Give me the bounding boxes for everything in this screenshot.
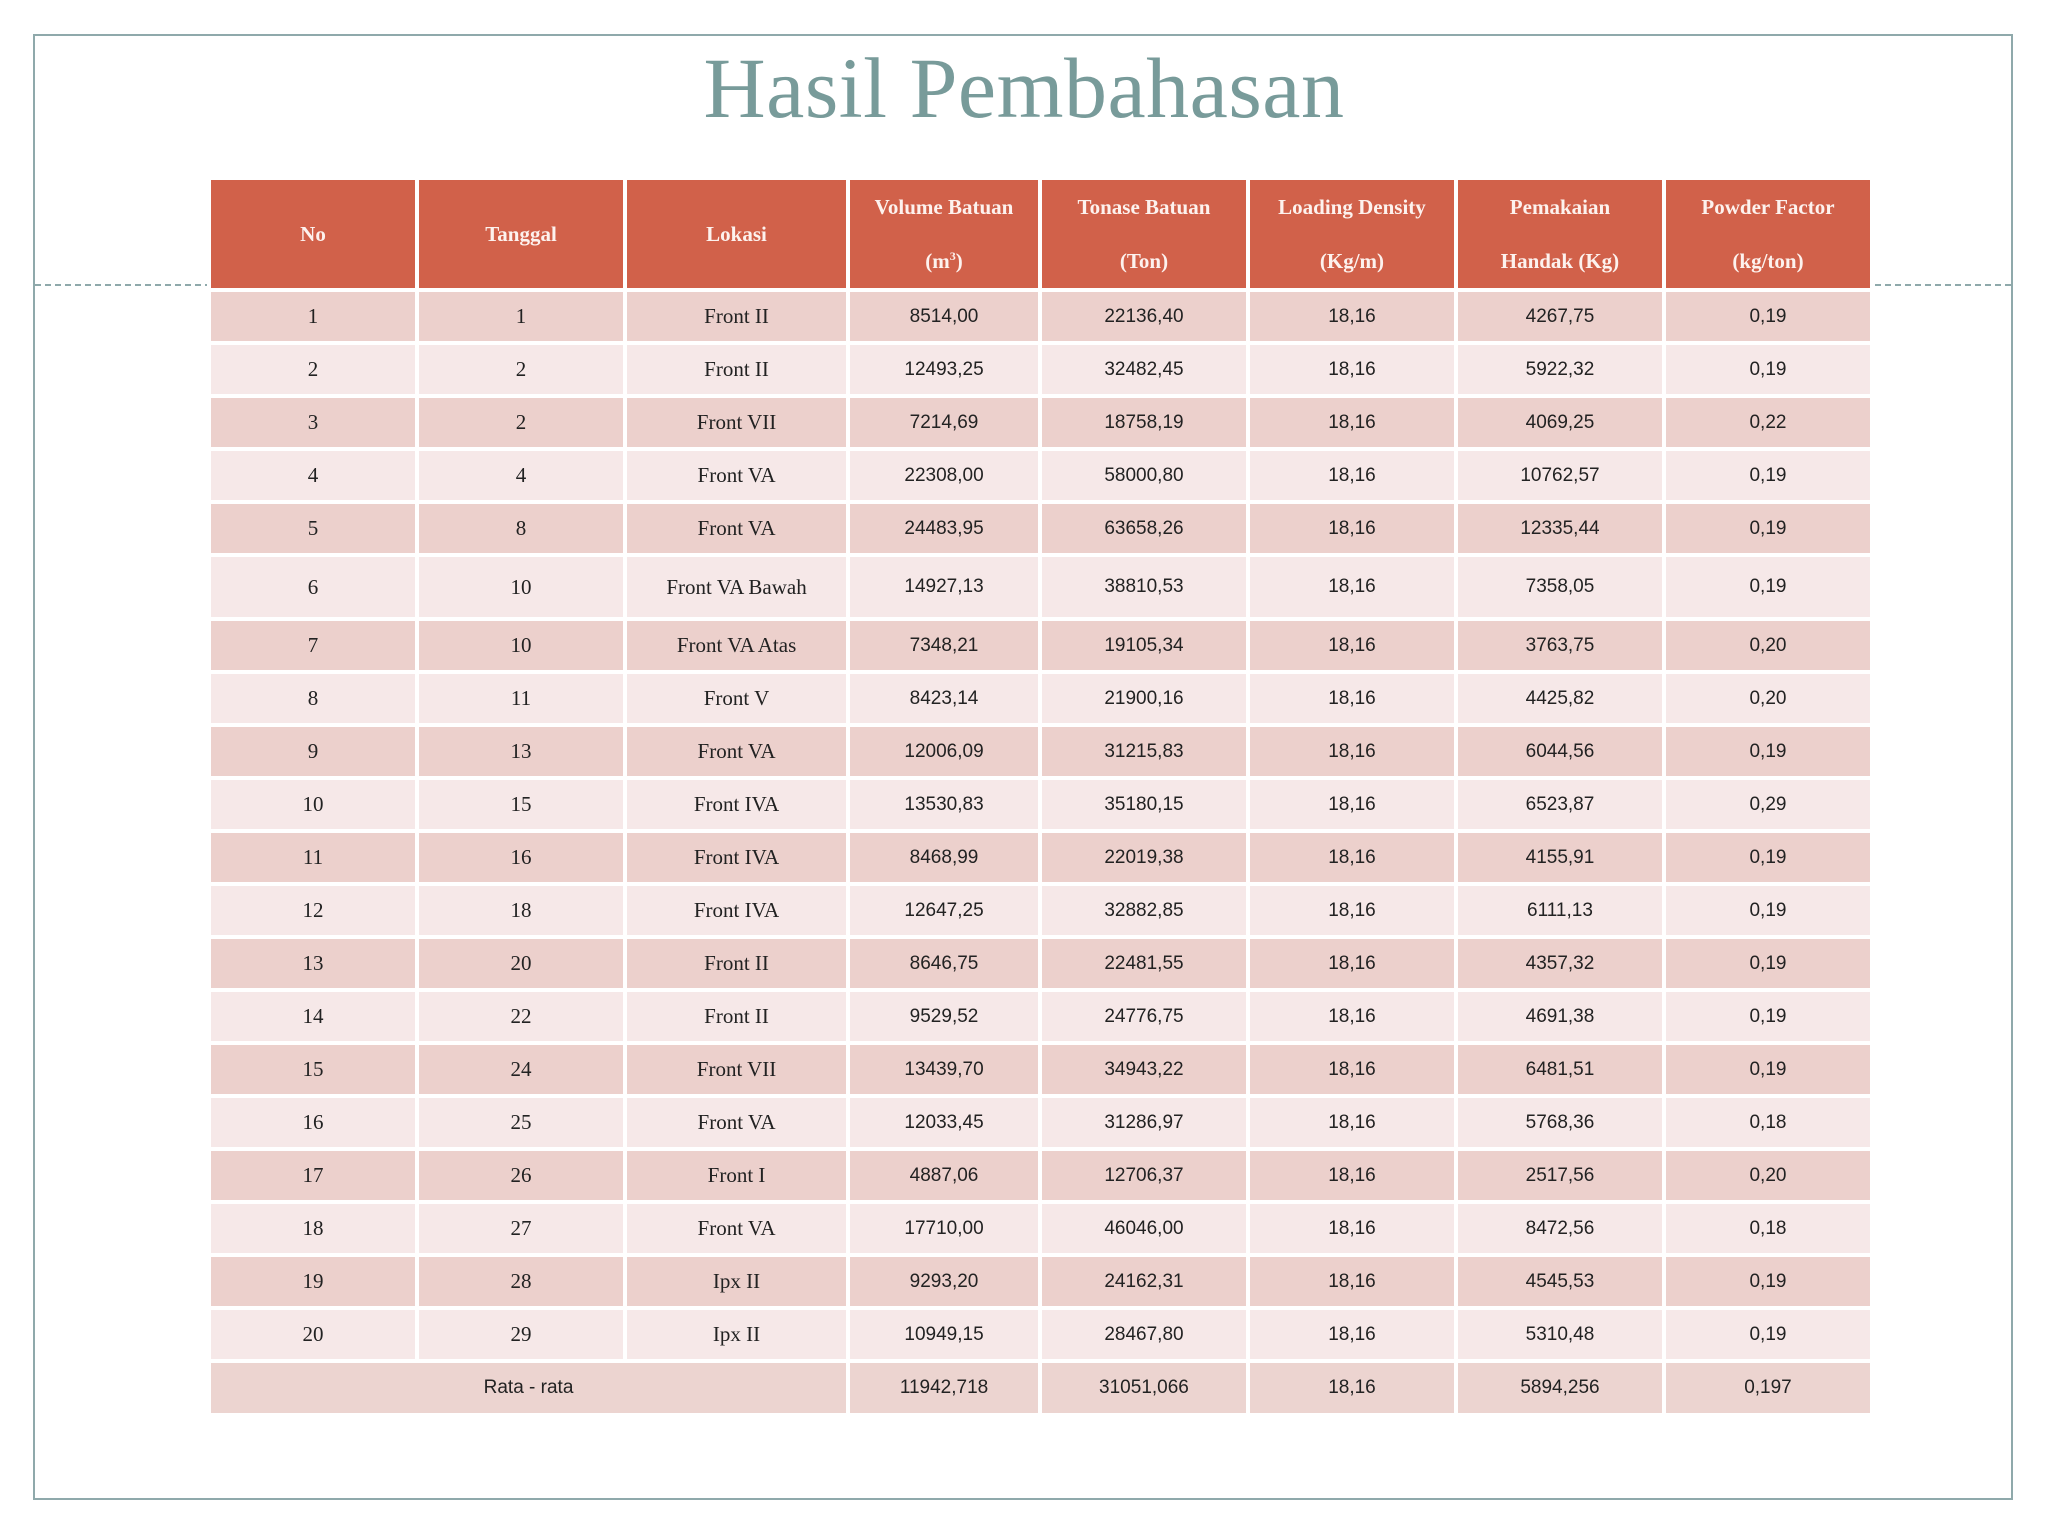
cell-lokasi: Front VII xyxy=(627,1045,846,1094)
cell-pemakaian: 4425,82 xyxy=(1458,674,1662,723)
cell-loading-density: 18,16 xyxy=(1250,939,1454,988)
cell-tonase: 24776,75 xyxy=(1042,992,1246,1041)
cell-pemakaian: 3763,75 xyxy=(1458,621,1662,670)
cell-no: 9 xyxy=(211,727,415,776)
cell-tanggal: 16 xyxy=(419,833,623,882)
cell-tonase: 28467,80 xyxy=(1042,1310,1246,1359)
cell-loading-density: 18,16 xyxy=(1250,398,1454,447)
cell-tonase: 63658,26 xyxy=(1042,504,1246,553)
cell-lokasi: Front VA xyxy=(627,1204,846,1253)
cell-tonase: 21900,16 xyxy=(1042,674,1246,723)
cell-volume: 12493,25 xyxy=(850,345,1038,394)
cell-volume: 9293,20 xyxy=(850,1257,1038,1306)
col-header-lokasi: Lokasi xyxy=(627,180,846,288)
cell-powder-factor: 0,20 xyxy=(1666,1151,1870,1200)
average-cell: 0,197 xyxy=(1666,1363,1870,1413)
cell-loading-density: 18,16 xyxy=(1250,557,1454,617)
cell-no: 15 xyxy=(211,1045,415,1094)
cell-lokasi: Front VII xyxy=(627,398,846,447)
table-row xyxy=(211,504,1870,553)
table-row xyxy=(211,1045,1870,1094)
table-row xyxy=(211,727,1870,776)
cell-tanggal: 18 xyxy=(419,886,623,935)
cell-powder-factor: 0,19 xyxy=(1666,992,1870,1041)
cell-tanggal: 22 xyxy=(419,992,623,1041)
cell-tonase: 32882,85 xyxy=(1042,886,1246,935)
cell-loading-density: 18,16 xyxy=(1250,727,1454,776)
cell-tanggal: 2 xyxy=(419,398,623,447)
cell-tanggal: 24 xyxy=(419,1045,623,1094)
cell-volume: 8646,75 xyxy=(850,939,1038,988)
cell-powder-factor: 0,19 xyxy=(1666,1257,1870,1306)
cell-lokasi: Front VA Bawah xyxy=(627,557,846,617)
cell-loading-density: 18,16 xyxy=(1250,1098,1454,1147)
cell-loading-density: 18,16 xyxy=(1250,886,1454,935)
cell-pemakaian: 6523,87 xyxy=(1458,780,1662,829)
cell-loading-density: 18,16 xyxy=(1250,1310,1454,1359)
cell-no: 19 xyxy=(211,1257,415,1306)
cell-tanggal: 2 xyxy=(419,345,623,394)
cell-tonase: 58000,80 xyxy=(1042,451,1246,500)
cell-pemakaian: 6044,56 xyxy=(1458,727,1662,776)
cell-tonase: 32482,45 xyxy=(1042,345,1246,394)
cell-volume: 12006,09 xyxy=(850,727,1038,776)
cell-loading-density: 18,16 xyxy=(1250,451,1454,500)
cell-loading-density: 18,16 xyxy=(1250,1151,1454,1200)
cell-pemakaian: 5310,48 xyxy=(1458,1310,1662,1359)
cell-volume: 10949,15 xyxy=(850,1310,1038,1359)
cell-volume: 12647,25 xyxy=(850,886,1038,935)
col-header-tanggal: Tanggal xyxy=(419,180,623,288)
average-label: Rata - rata xyxy=(211,1363,846,1413)
cell-no: 18 xyxy=(211,1204,415,1253)
average-cell: 31051,066 xyxy=(1042,1363,1246,1413)
cell-powder-factor: 0,19 xyxy=(1666,1310,1870,1359)
cell-loading-density: 18,16 xyxy=(1250,292,1454,341)
table-row xyxy=(211,886,1870,935)
cell-powder-factor: 0,19 xyxy=(1666,727,1870,776)
cell-tanggal: 28 xyxy=(419,1257,623,1306)
cell-lokasi: Front VA Atas xyxy=(627,621,846,670)
average-row xyxy=(211,1363,1870,1413)
cell-tanggal: 13 xyxy=(419,727,623,776)
cell-lokasi: Front II xyxy=(627,939,846,988)
cell-no: 3 xyxy=(211,398,415,447)
cell-tonase: 22019,38 xyxy=(1042,833,1246,882)
cell-volume: 12033,45 xyxy=(850,1098,1038,1147)
cell-powder-factor: 0,19 xyxy=(1666,939,1870,988)
table-header-row xyxy=(211,180,1870,288)
cell-pemakaian: 6111,13 xyxy=(1458,886,1662,935)
cell-powder-factor: 0,20 xyxy=(1666,674,1870,723)
cell-lokasi: Front IVA xyxy=(627,833,846,882)
cell-tonase: 12706,37 xyxy=(1042,1151,1246,1200)
cell-pemakaian: 10762,57 xyxy=(1458,451,1662,500)
cell-tanggal: 4 xyxy=(419,451,623,500)
cell-no: 7 xyxy=(211,621,415,670)
col-header-pemakaian: Pemakaian Handak (Kg) xyxy=(1458,180,1662,288)
table-row xyxy=(211,939,1870,988)
cell-no: 10 xyxy=(211,780,415,829)
table-row xyxy=(211,557,1870,617)
cell-lokasi: Front II xyxy=(627,292,846,341)
table-row xyxy=(211,621,1870,670)
cell-volume: 22308,00 xyxy=(850,451,1038,500)
cell-tanggal: 15 xyxy=(419,780,623,829)
cell-lokasi: Front IVA xyxy=(627,886,846,935)
cell-powder-factor: 0,19 xyxy=(1666,345,1870,394)
cell-pemakaian: 12335,44 xyxy=(1458,504,1662,553)
table-row xyxy=(211,1098,1870,1147)
col-header-tonase: Tonase Batuan (Ton) xyxy=(1042,180,1246,288)
cell-no: 5 xyxy=(211,504,415,553)
cell-tanggal: 11 xyxy=(419,674,623,723)
cell-lokasi: Front VA xyxy=(627,451,846,500)
cell-no: 1 xyxy=(211,292,415,341)
cell-volume: 13439,70 xyxy=(850,1045,1038,1094)
cell-powder-factor: 0,19 xyxy=(1666,292,1870,341)
table-row xyxy=(211,292,1870,341)
cell-tonase: 24162,31 xyxy=(1042,1257,1246,1306)
cell-tonase: 22481,55 xyxy=(1042,939,1246,988)
cell-no: 20 xyxy=(211,1310,415,1359)
cell-powder-factor: 0,19 xyxy=(1666,451,1870,500)
cell-pemakaian: 2517,56 xyxy=(1458,1151,1662,1200)
col-header-volume: Volume Batuan $(m^3)$ xyxy=(850,180,1038,288)
table-row xyxy=(211,1257,1870,1306)
cell-volume: 7214,69 xyxy=(850,398,1038,447)
cell-volume: 9529,52 xyxy=(850,992,1038,1041)
cell-pemakaian: 4357,32 xyxy=(1458,939,1662,988)
cell-tonase: 31215,83 xyxy=(1042,727,1246,776)
average-cell: 11942,718 xyxy=(850,1363,1038,1413)
cell-no: 14 xyxy=(211,992,415,1041)
table-row xyxy=(211,833,1870,882)
cell-powder-factor: 0,19 xyxy=(1666,886,1870,935)
col-header-powder-factor: Powder Factor (kg/ton) xyxy=(1666,180,1870,288)
cell-tanggal: 10 xyxy=(419,557,623,617)
cell-tonase: 35180,15 xyxy=(1042,780,1246,829)
cell-volume: 8423,14 xyxy=(850,674,1038,723)
cell-pemakaian: 4267,75 xyxy=(1458,292,1662,341)
cell-tanggal: 10 xyxy=(419,621,623,670)
cell-volume: 13530,83 xyxy=(850,780,1038,829)
table-row xyxy=(211,1151,1870,1200)
cell-pemakaian: 5922,32 xyxy=(1458,345,1662,394)
cell-loading-density: 18,16 xyxy=(1250,1045,1454,1094)
cell-lokasi: Ipx II xyxy=(627,1257,846,1306)
cell-tonase: 19105,34 xyxy=(1042,621,1246,670)
cell-powder-factor: 0,18 xyxy=(1666,1098,1870,1147)
cell-powder-factor: 0,29 xyxy=(1666,780,1870,829)
cell-loading-density: 18,16 xyxy=(1250,833,1454,882)
cell-pemakaian: 4155,91 xyxy=(1458,833,1662,882)
cell-lokasi: Front VA xyxy=(627,727,846,776)
cell-lokasi: Front II xyxy=(627,345,846,394)
cell-lokasi: Front VA xyxy=(627,504,846,553)
cell-powder-factor: 0,19 xyxy=(1666,504,1870,553)
cell-tonase: 46046,00 xyxy=(1042,1204,1246,1253)
average-cell: 5894,256 xyxy=(1458,1363,1662,1413)
slide-title: Hasil Pembahasan xyxy=(703,40,1345,136)
cell-powder-factor: 0,19 xyxy=(1666,557,1870,617)
table-row xyxy=(211,674,1870,723)
cell-pemakaian: 4069,25 xyxy=(1458,398,1662,447)
cell-lokasi: Ipx II xyxy=(627,1310,846,1359)
cell-pemakaian: 6481,51 xyxy=(1458,1045,1662,1094)
table-row xyxy=(211,345,1870,394)
cell-tanggal: 27 xyxy=(419,1204,623,1253)
cell-loading-density: 18,16 xyxy=(1250,674,1454,723)
cell-tonase: 31286,97 xyxy=(1042,1098,1246,1147)
cell-volume: 8468,99 xyxy=(850,833,1038,882)
col-header-loading-density: Loading Density (Kg/m) xyxy=(1250,180,1454,288)
table-row xyxy=(211,451,1870,500)
results-table xyxy=(207,176,1874,1417)
cell-loading-density: 18,16 xyxy=(1250,780,1454,829)
cell-tanggal: 26 xyxy=(419,1151,623,1200)
cell-no: 12 xyxy=(211,886,415,935)
cell-no: 2 xyxy=(211,345,415,394)
cell-powder-factor: 0,22 xyxy=(1666,398,1870,447)
cell-loading-density: 18,16 xyxy=(1250,504,1454,553)
cell-lokasi: Front II xyxy=(627,992,846,1041)
cell-tanggal: 20 xyxy=(419,939,623,988)
cell-powder-factor: 0,20 xyxy=(1666,621,1870,670)
cell-loading-density: 18,16 xyxy=(1250,621,1454,670)
cell-tonase: 38810,53 xyxy=(1042,557,1246,617)
cell-loading-density: 18,16 xyxy=(1250,345,1454,394)
cell-tonase: 22136,40 xyxy=(1042,292,1246,341)
cell-loading-density: 18,16 xyxy=(1250,1257,1454,1306)
cell-lokasi: Front IVA xyxy=(627,780,846,829)
average-cell: 18,16 xyxy=(1250,1363,1454,1413)
cell-pemakaian: 8472,56 xyxy=(1458,1204,1662,1253)
table-row xyxy=(211,398,1870,447)
cell-powder-factor: 0,18 xyxy=(1666,1204,1870,1253)
cell-tanggal: 25 xyxy=(419,1098,623,1147)
cell-no: 13 xyxy=(211,939,415,988)
cell-volume: 8514,00 xyxy=(850,292,1038,341)
cell-powder-factor: 0,19 xyxy=(1666,833,1870,882)
cell-lokasi: Front I xyxy=(627,1151,846,1200)
cell-pemakaian: 4545,53 xyxy=(1458,1257,1662,1306)
cell-lokasi: Front V xyxy=(627,674,846,723)
cell-volume: 17710,00 xyxy=(850,1204,1038,1253)
cell-tanggal: 1 xyxy=(419,292,623,341)
cell-tanggal: 8 xyxy=(419,504,623,553)
table-row xyxy=(211,780,1870,829)
table-row xyxy=(211,1204,1870,1253)
table-row xyxy=(211,1310,1870,1359)
cell-no: 4 xyxy=(211,451,415,500)
cell-no: 17 xyxy=(211,1151,415,1200)
cell-tonase: 34943,22 xyxy=(1042,1045,1246,1094)
cell-loading-density: 18,16 xyxy=(1250,992,1454,1041)
cell-pemakaian: 5768,36 xyxy=(1458,1098,1662,1147)
cell-tonase: 18758,19 xyxy=(1042,398,1246,447)
cell-no: 6 xyxy=(211,557,415,617)
cell-volume: 24483,95 xyxy=(850,504,1038,553)
cell-no: 16 xyxy=(211,1098,415,1147)
cell-no: 8 xyxy=(211,674,415,723)
cell-pemakaian: 7358,05 xyxy=(1458,557,1662,617)
cell-volume: 4887,06 xyxy=(850,1151,1038,1200)
cell-lokasi: Front VA xyxy=(627,1098,846,1147)
cell-powder-factor: 0,19 xyxy=(1666,1045,1870,1094)
col-header-no: No xyxy=(211,180,415,288)
cell-volume: 7348,21 xyxy=(850,621,1038,670)
table-row xyxy=(211,992,1870,1041)
cell-tanggal: 29 xyxy=(419,1310,623,1359)
cell-volume: 14927,13 xyxy=(850,557,1038,617)
cell-pemakaian: 4691,38 xyxy=(1458,992,1662,1041)
cell-loading-density: 18,16 xyxy=(1250,1204,1454,1253)
cell-no: 11 xyxy=(211,833,415,882)
